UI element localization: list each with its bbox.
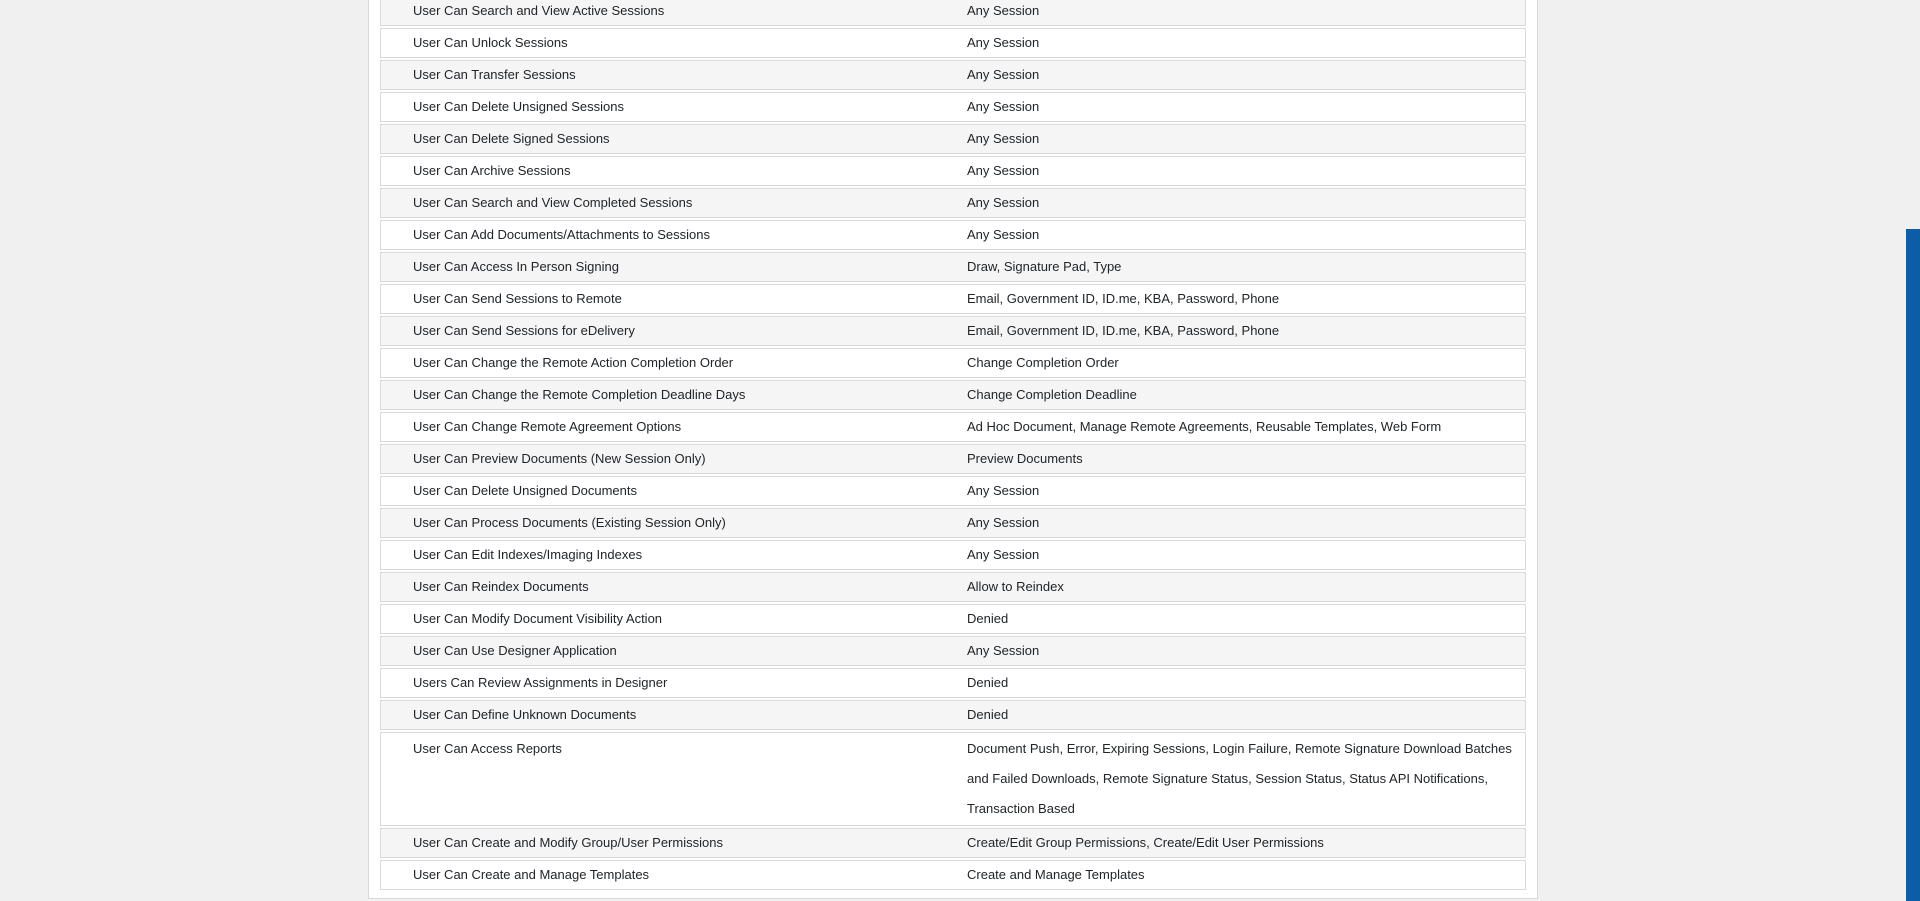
table-row: [380, 156, 1526, 186]
permission-name: User Can Delete Signed Sessions: [413, 131, 610, 146]
permission-name: User Can Edit Indexes/Imaging Indexes: [413, 547, 643, 562]
permission-value: Preview Documents: [967, 451, 1083, 466]
table-row: [380, 124, 1526, 154]
table-row: [380, 732, 1526, 826]
table-row: [380, 540, 1526, 570]
permission-value: Any Session: [967, 643, 1040, 658]
permission-value: Change Completion Deadline: [967, 387, 1137, 402]
permission-value: Create/Edit Group Permissions, Create/Edit User Permissions: [967, 835, 1324, 850]
permission-name: User Can Modify Document Visibility Action: [413, 611, 663, 626]
permission-name: User Can Use Designer Application: [413, 643, 617, 658]
permission-value: Any Session: [967, 99, 1040, 114]
permission-name: User Can Preview Documents (New Session Only): [413, 451, 706, 466]
table-row: [380, 444, 1526, 474]
permission-name: User Can Send Sessions for eDelivery: [413, 323, 635, 338]
permission-value: Any Session: [967, 195, 1040, 210]
permission-value: Any Session: [967, 483, 1040, 498]
table-row: [380, 412, 1526, 442]
table-row: [380, 316, 1526, 346]
table-row: [380, 28, 1526, 58]
permissions-table: [368, 0, 1538, 899]
permission-value: Create and Manage Templates: [967, 867, 1145, 882]
table-row: [380, 700, 1526, 730]
permission-value: Document Push, Error, Expiring Sessions, Login Failure, Remote Signature Download Batches and Failed Downloads, Remote Signature Status, Session Status, Status API Notifications, Transaction Based: [967, 741, 1512, 816]
table-row: [380, 604, 1526, 634]
table-row: [380, 668, 1526, 698]
permission-name: User Can Search and View Active Sessions: [413, 3, 665, 18]
table-row: [380, 188, 1526, 218]
permission-value: Allow to Reindex: [967, 579, 1064, 594]
table-row: [380, 60, 1526, 90]
table-row: [380, 92, 1526, 122]
permission-name: User Can Reindex Documents: [413, 579, 589, 594]
permission-name: User Can Add Documents/Attachments to Sessions: [413, 227, 710, 242]
permission-name: User Can Unlock Sessions: [413, 35, 568, 50]
permission-value: Any Session: [967, 35, 1040, 50]
table-row: [380, 0, 1526, 26]
permission-name: User Can Search and View Completed Sessions: [413, 195, 693, 210]
permission-name: User Can Transfer Sessions: [413, 67, 576, 82]
permission-value: Change Completion Order: [967, 355, 1119, 370]
permission-name: User Can Process Documents (Existing Session Only): [413, 515, 726, 530]
permission-value: Denied: [967, 611, 1009, 626]
table-row: [380, 860, 1526, 890]
table-row: [380, 220, 1526, 250]
permission-value: Any Session: [967, 547, 1040, 562]
table-row: [380, 476, 1526, 506]
table-row: [380, 284, 1526, 314]
permission-value: Draw, Signature Pad, Type: [967, 259, 1122, 274]
permission-value: Ad Hoc Document, Manage Remote Agreements, Reusable Templates, Web Form: [967, 419, 1442, 434]
table-row: [380, 348, 1526, 378]
table-row: [380, 636, 1526, 666]
scrollbar-thumb[interactable]: [1906, 229, 1920, 901]
permission-value: Email, Government ID, ID.me, KBA, Password, Phone: [967, 323, 1280, 338]
permission-name: User Can Send Sessions to Remote: [413, 291, 622, 306]
table-row: [380, 252, 1526, 282]
table-row: [380, 380, 1526, 410]
table-row: [380, 508, 1526, 538]
permission-value: Any Session: [967, 163, 1040, 178]
table-row: [380, 572, 1526, 602]
permission-name: User Can Access Reports: [413, 741, 562, 756]
permission-name: User Can Create and Manage Templates: [413, 867, 650, 882]
permission-value: Denied: [967, 707, 1009, 722]
permission-name: User Can Delete Unsigned Documents: [413, 483, 637, 498]
permission-name: User Can Define Unknown Documents: [413, 707, 637, 722]
permission-name: User Can Change the Remote Action Completion Order: [413, 355, 734, 370]
permission-name: User Can Change the Remote Completion Deadline Days: [413, 387, 746, 402]
permission-name: User Can Archive Sessions: [413, 163, 571, 178]
permission-name: User Can Change Remote Agreement Options: [413, 419, 682, 434]
table-row: [380, 828, 1526, 858]
permission-name: User Can Delete Unsigned Sessions: [413, 99, 624, 114]
permission-name: User Can Access In Person Signing: [413, 259, 619, 274]
permission-name: Users Can Review Assignments in Designer: [413, 675, 668, 690]
permission-value: Any Session: [967, 131, 1040, 146]
permission-name: User Can Create and Modify Group/User Permissions: [413, 835, 723, 850]
permission-value: Email, Government ID, ID.me, KBA, Password, Phone: [967, 291, 1280, 306]
permission-value: Denied: [967, 675, 1009, 690]
permission-value: Any Session: [967, 227, 1040, 242]
permission-value: Any Session: [967, 3, 1040, 18]
permission-value: Any Session: [967, 67, 1040, 82]
permission-value: Any Session: [967, 515, 1040, 530]
